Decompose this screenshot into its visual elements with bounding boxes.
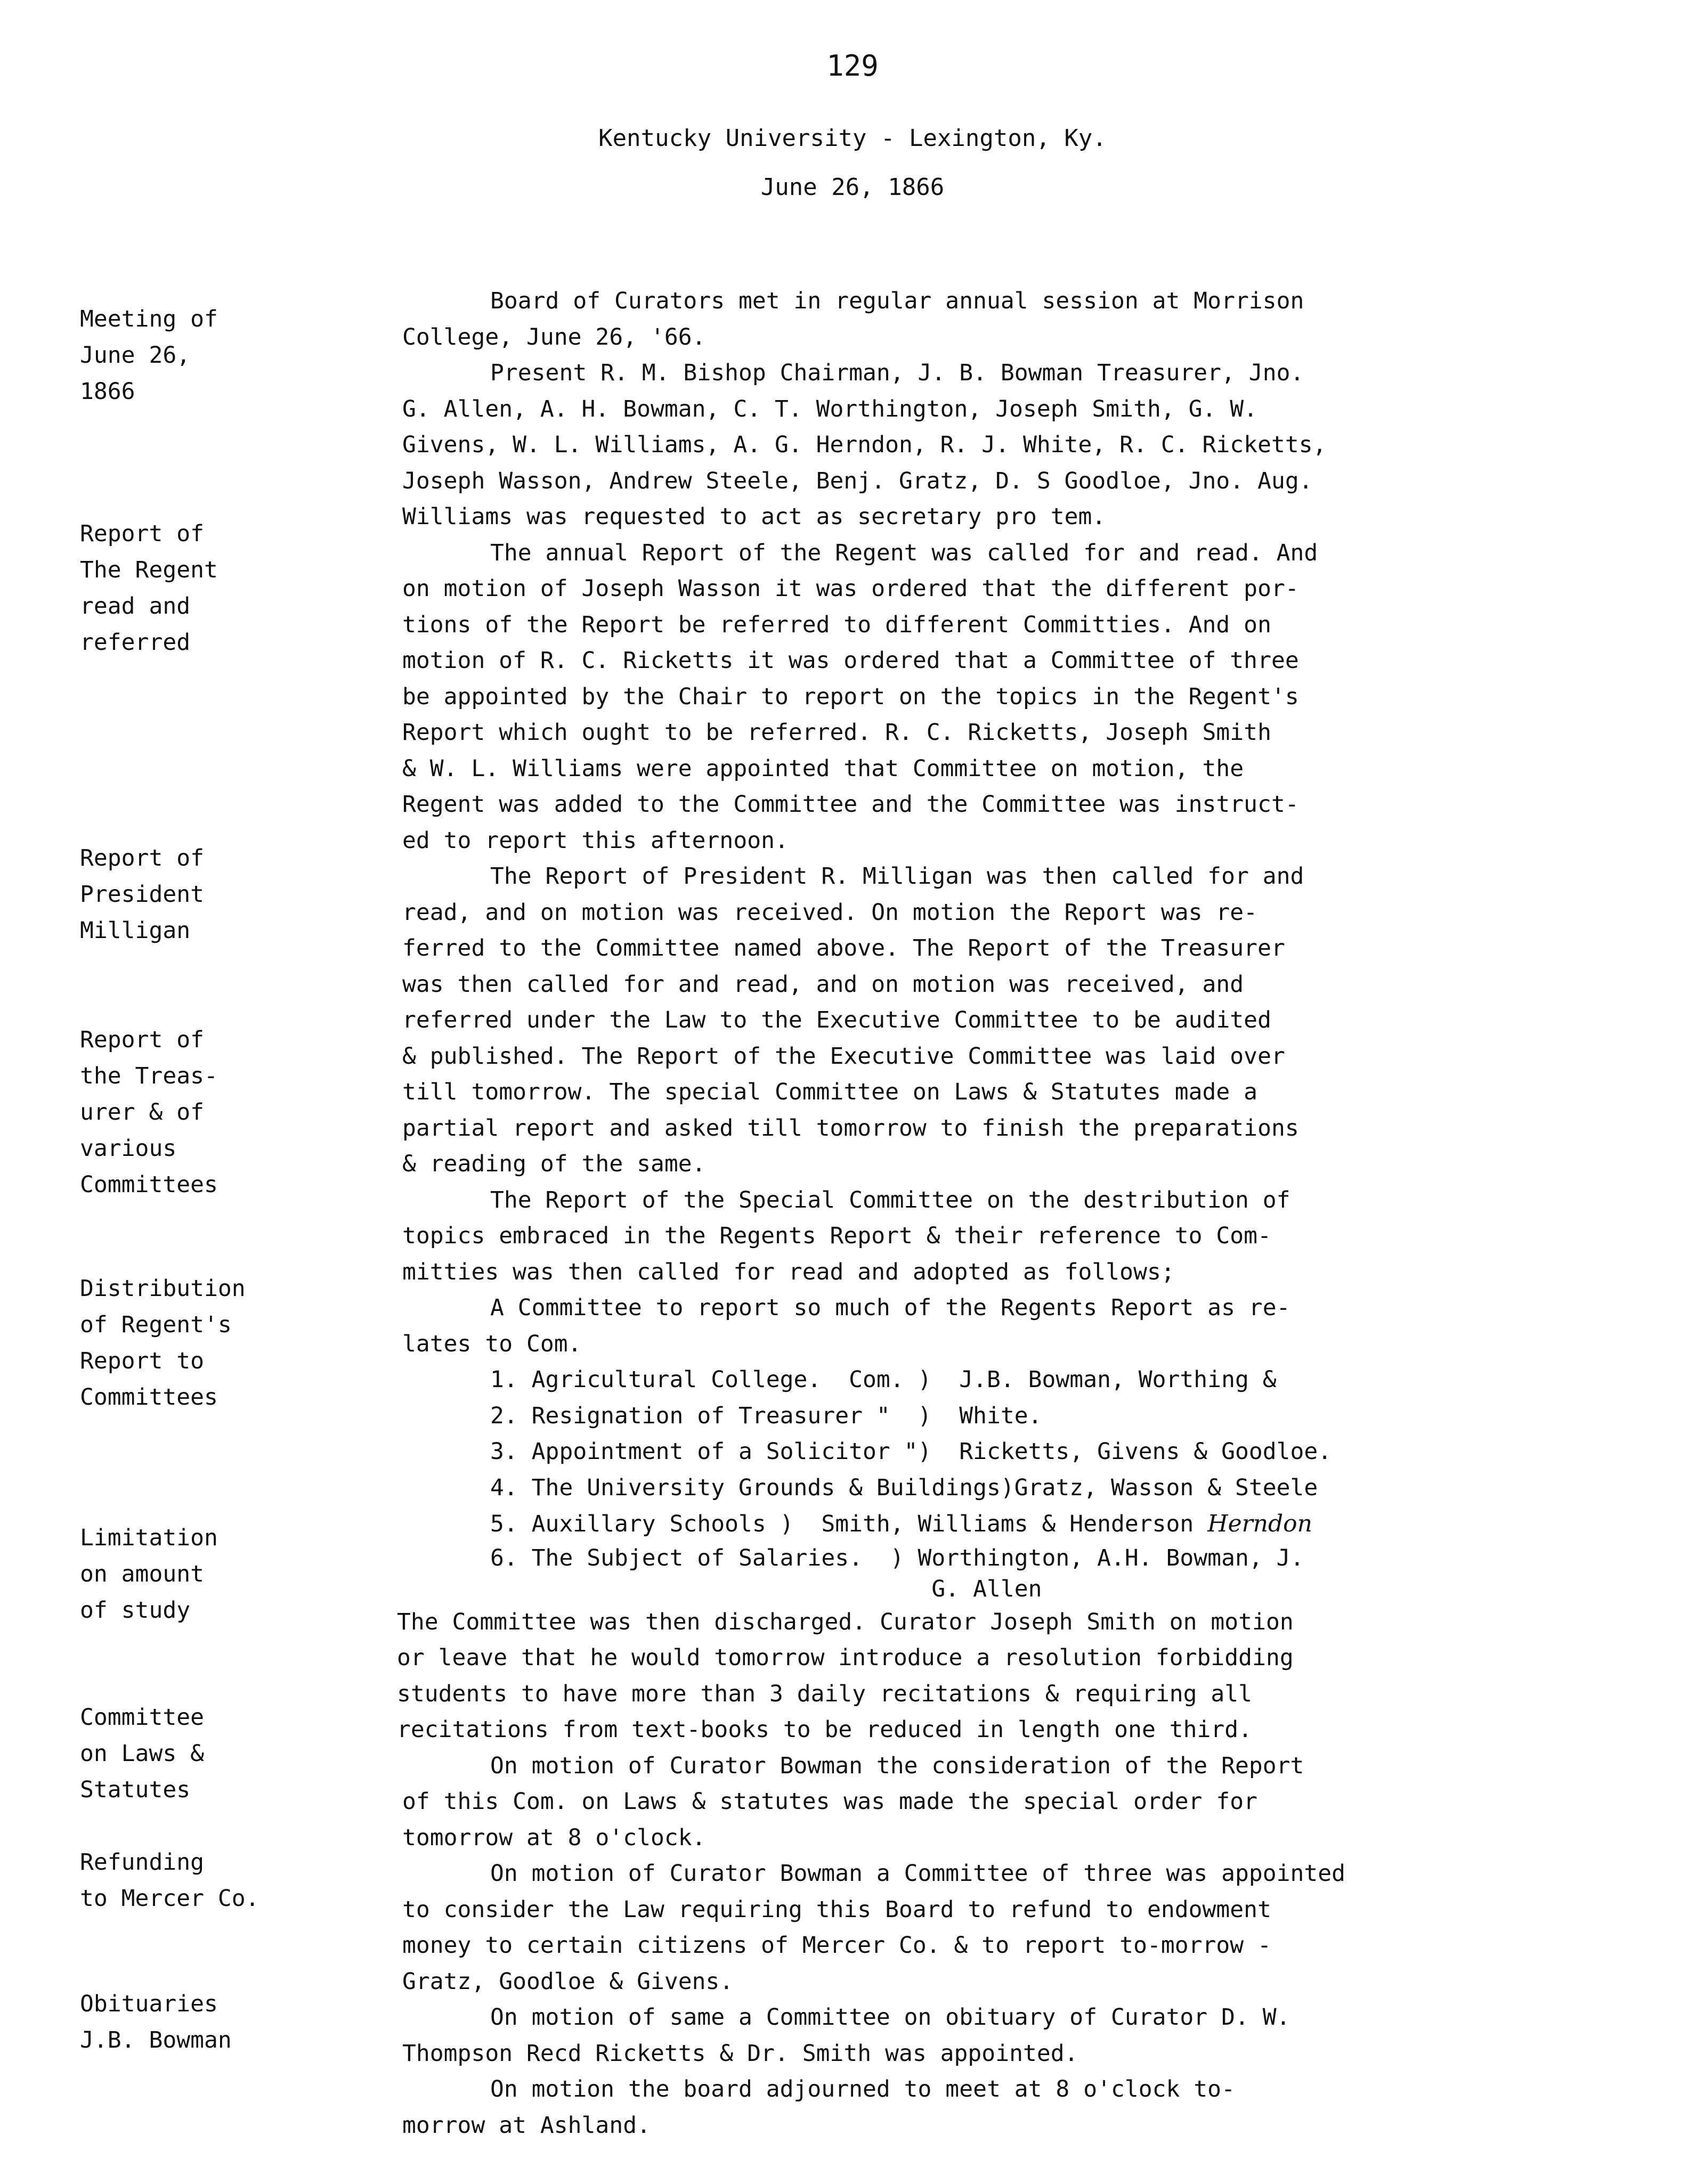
list-item: 1. Agricultural College. Com. ) J.B. Bowman, Worthing & [490, 1366, 1277, 1393]
list-item: 3. Appointment of a Solicitor ") Ricketts, Givens & Goodloe. [490, 1438, 1332, 1465]
margin-note-president-report: Report of President Milligan [80, 845, 204, 944]
margin-note-distribution: Distribution of Regent's Report to Committees [80, 1275, 246, 1411]
list-item: 6. The Subject of Salaries. ) Worthington, A.H. Bowman, J. G. Allen [490, 1544, 1304, 1602]
paragraph-present: Present R. M. Bishop Chairman, J. B. Bowman Treasurer, Jno. G. Allen, A. H. Bowman, C. T. Worthington, Joseph Smith, G. W. Givens, W. L. Williams, A. G. Herndon, R. J. White, R. C. Ricketts, Joseph Wasson, Andrew Steele, Benj. Gratz, D. S Goodloe, Jno. Aug. Williams was requested to act as secretary pro tem. [402, 360, 1327, 530]
handwritten-insert: Herndon [1207, 1510, 1312, 1537]
paragraph-obituary: On motion of same a Committee on obituary of Curator D. W. Thompson Recd Ricketts & Dr. Smith was appointed. [402, 2004, 1290, 2067]
paragraph-refunding: On motion of Curator Bowman a Committee of three was appointed to consider the Law requiring this Board to refund to endowment money to certain citizens of Mercer Co. & to report to-morrow - Gratz, Goodloe & Givens. [402, 1860, 1346, 1995]
paragraph-discharged: The Committee was then discharged. Curator Joseph Smith on motion or leave that he would tomorrow introduce a resolution forbidding students to have more than 3 daily recitations & requiring all recitations from text-books to be reduced in length one third. [397, 1608, 1294, 1743]
document-date: June 26, 1866 [760, 174, 945, 201]
paragraph-laws-statutes: On motion of Curator Bowman the consideration of the Report of this Com. on Laws & statutes was made the special order for tomorrow at 8 o'clock. [402, 1752, 1304, 1851]
list-item: 4. The University Grounds & Buildings)Gratz, Wasson & Steele [490, 1474, 1318, 1501]
margin-note-regent-report: Report of The Regent read and referred [80, 520, 218, 656]
margin-note-limitation: Limitation on amount of study [80, 1525, 218, 1624]
paragraph-session: Board of Curators met in regular annual session at Morrison College, June 26, '66. [402, 288, 1304, 351]
paragraph-president-report: The Report of President R. Milligan was then called for and read, and on motion was received. On motion the Report was re- ferred to the Committee named above. The Report of the Treasurer was then called for and read, and on motion was received, and referred under the Law to the Executive Committee to be audited & published. The Report of the Executive Committee was laid over till tomorrow. The special Committee on Laws & Statutes made a partial report and asked till tomorrow to finish the preparations & reading of the same. [402, 863, 1304, 1177]
margin-note-refunding: Refunding to Mercer Co. [80, 1849, 259, 1912]
minutes-body [397, 283, 1628, 2144]
margin-note-obituaries: Obituaries J.B. Bowman [80, 1991, 232, 2053]
document-title: Kentucky University - Lexington, Ky. [598, 125, 1107, 152]
margin-note-laws-statutes: Committee on Laws & Statutes [80, 1704, 204, 1803]
list-item [402, 1506, 1628, 1543]
page-number: 129 [826, 49, 879, 83]
paragraph-regent-report: The annual Report of the Regent was called for and read. And on motion of Joseph Wasson it was ordered that the different por- tions of the Report be referred to different Committies. And on motion of R. C. Ricketts it was ordered that a Committee of three be appointed by the Chair to report on the topics in the Regent's Report which ought to be referred. R. C. Ricketts, Joseph Smith & W. L. Williams were appointed that Committee on motion, the Regent was added to the Committee and the Committee was instruct- ed to report this afternoon. [402, 539, 1318, 854]
list-item-text: 5. Auxillary Schools ) Smith, Williams & Henderson [490, 1511, 1194, 1537]
paragraph-special-committee: The Report of the Special Committee on the destribution of topics embraced in the Regents Report & their reference to Com- mitties was then called for read and adopted as follows; [402, 1186, 1290, 1285]
margin-note-meeting: Meeting of June 26, 1866 [80, 306, 218, 405]
list-item: 2. Resignation of Treasurer " ) White. [490, 1402, 1042, 1429]
paragraph-adjourned: On motion the board adjourned to meet at 8 o'clock to- morrow at Ashland. [402, 2076, 1235, 2139]
committee-list [402, 1362, 1628, 1604]
paragraph-committee-intro: A Committee to report so much of the Regents Report as re- lates to Com. [402, 1294, 1290, 1357]
margin-note-treasurer-report: Report of the Treas- urer & of various Committees [80, 1026, 218, 1198]
